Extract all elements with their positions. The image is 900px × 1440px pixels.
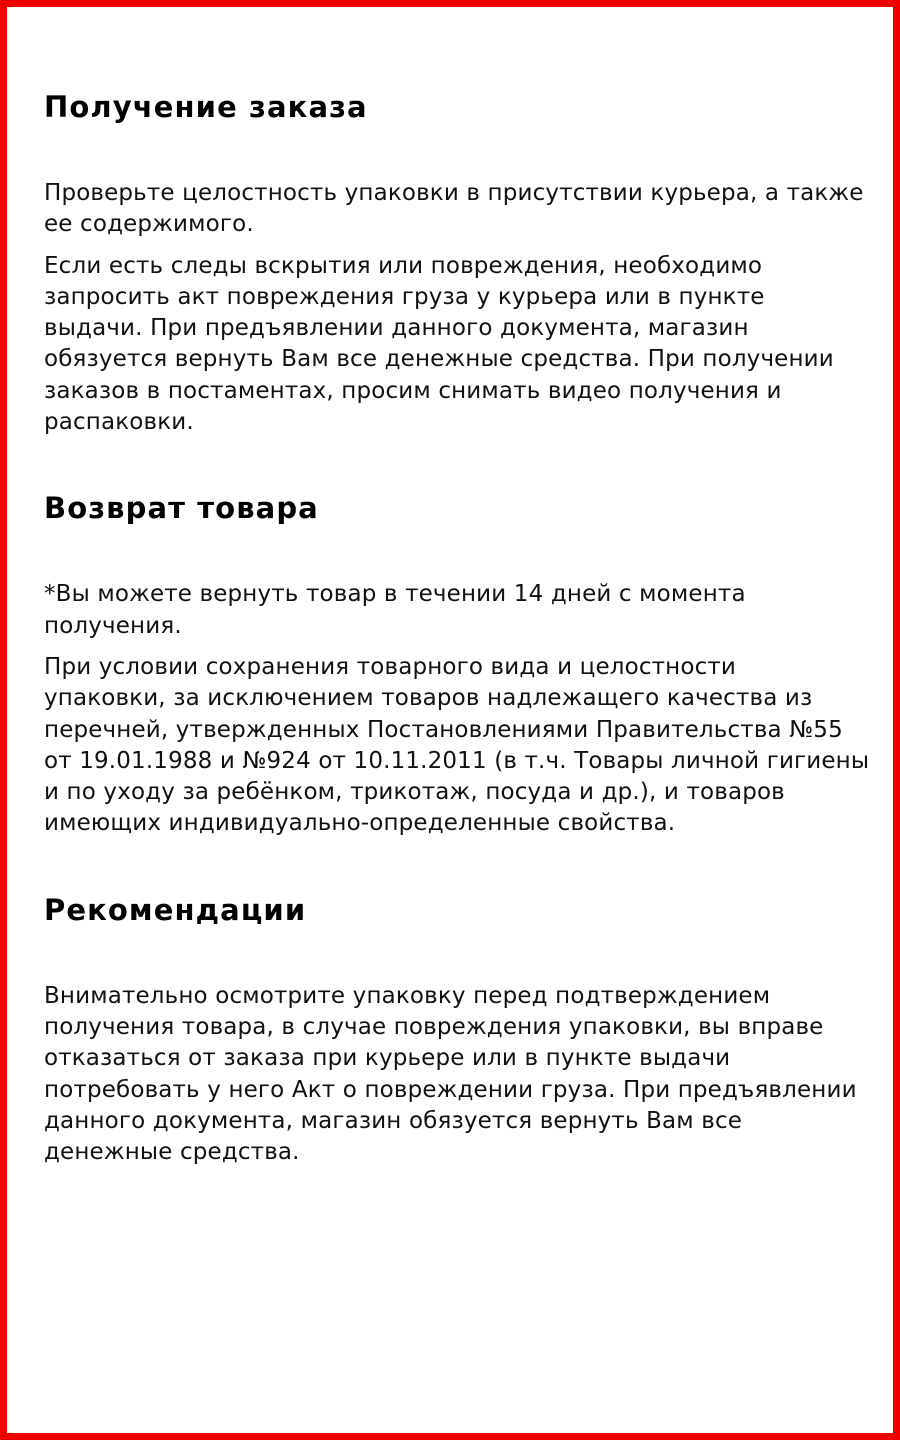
- document-content: [44, 87, 884, 1169]
- section-title-recommendations: Рекомендации: [44, 892, 307, 927]
- paragraph-check-package: Проверьте целостность упаковки в присутствии курьера, а также ее содержимого.: [44, 180, 864, 238]
- section-title-return: Возврат товара: [44, 491, 319, 526]
- paragraph-damage-act: Если есть следы вскрытия или повреждения, необходимо запросить акт повреждения груза у курьера или в пункте выдачи. При предъявлении данного документа, магазин обязуется вернуть Вам все денежные средства. При получении заказов в постаментах, просим снимать видео получения и распаковки.: [44, 252, 834, 436]
- paragraph-return-period: *Вы можете вернуть товар в течении 14 дней с момента получения.: [44, 581, 746, 639]
- paragraph-return-conditions: При условии сохранения товарного вида и целостности упаковки, за исключением товаров надлежащего качества из перечней, утвержденных Постановлениями Правительства №55 от 19.01.1988 и №924 от 10.11.2011 (в т.ч. Товары личной гигиены и по уходу за ребёнком, трикотаж, посуда и др.), и товаров имеющих индивидуально-определенные свойства.: [44, 653, 870, 837]
- section-title-order-receipt: Получение заказа: [44, 90, 368, 124]
- paragraph-recommendations: Внимательно осмотрите упаковку перед подтверждением получения товара, в случае повреждения упаковки, вы вправе отказаться от заказа при курьере или в пункте выдачи потребовать у него Акт о повреждении груза. При предъявлении данного документа, магазин обязуется вернуть Вам все денежные средства.: [44, 982, 857, 1166]
